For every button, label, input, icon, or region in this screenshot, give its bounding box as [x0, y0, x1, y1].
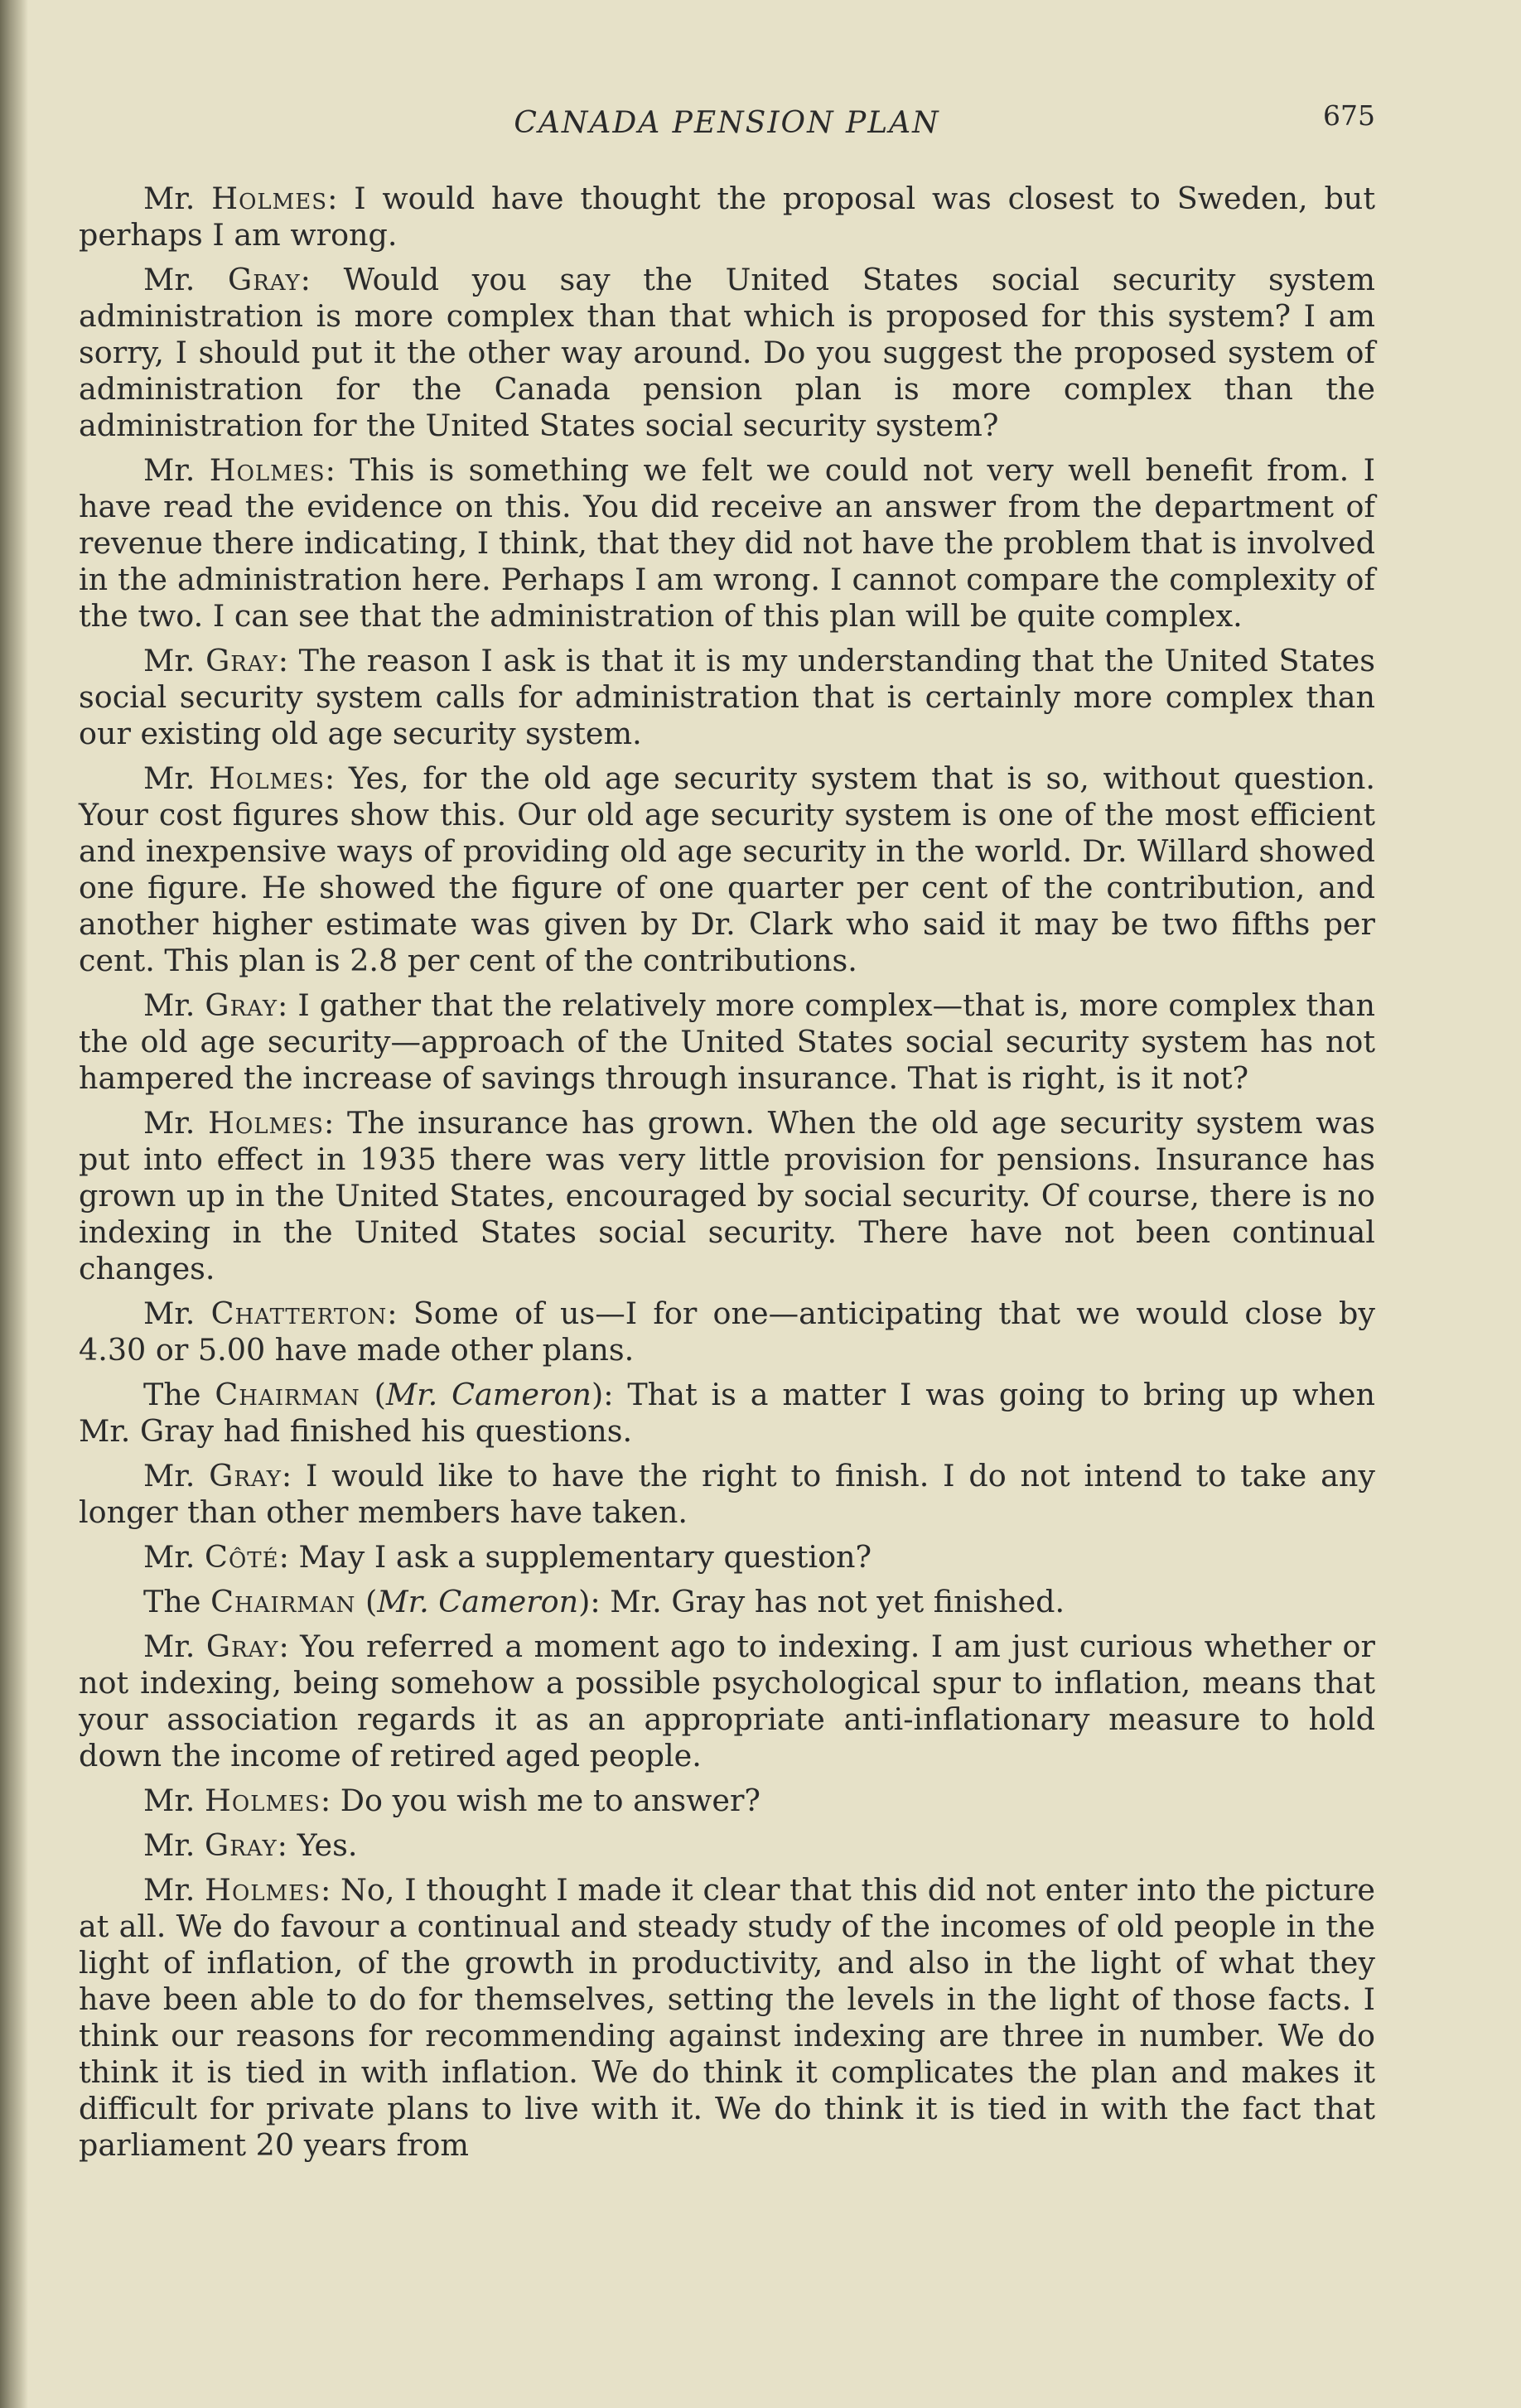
- speaker-title: Mr.: [143, 643, 206, 678]
- paragraph: The Chairman (Mr. Cameron): That is a matter I was going to bring up when Mr. Gray had finished his questions.: [79, 1377, 1376, 1449]
- speaker-title: Mr.: [143, 1629, 206, 1664]
- page-number: 675: [1323, 99, 1375, 132]
- paragraph-text: Mr. Gray has not yet finished.: [610, 1584, 1065, 1619]
- transcript-body: [79, 181, 1375, 2164]
- running-head: [79, 99, 1375, 157]
- speaker-colon: :: [387, 1296, 413, 1331]
- speaker-title: Mr.: [143, 987, 205, 1023]
- paragraph-text: Yes, for the old age security system that is so, without question. Your cost figures show this. Our old age security system is one of the most efficient and inexpensive ways of providing old age security in the world. Dr. Willard showed one figure. He showed the figure of one quarter per cent of the contribution, and another higher estimate was given by Dr. Clark who said it may be two fifths per cent. This plan is 2.8 per cent of the contributions.: [79, 760, 1375, 978]
- speaker-colon: :: [281, 1458, 306, 1494]
- paragraph: [79, 1827, 1375, 1864]
- paragraph-text: Some of us—I for one—anticipating that we would close by 4.30 or 5.00 have made other plans.: [79, 1296, 1375, 1368]
- paragraph-text: The reason I ask is that it is my understanding that the United States social security system calls for administration that is certainly more complex than our existing old age security system.: [79, 643, 1375, 751]
- speaker-colon: :: [324, 760, 349, 796]
- paragraph: [79, 1105, 1375, 1287]
- speaker-title: Mr.: [143, 262, 229, 297]
- speaker-name: Holmes: [205, 1872, 321, 1908]
- speaker-colon: :: [278, 1539, 299, 1575]
- paragraph-text: You referred a moment ago to indexing. I am just curious whether or not indexing, being somehow a possible psychological spur to inflation, means that your association regards it as an appropriate anti-inflationary measure to hold down the income of retired aged people.: [79, 1629, 1375, 1773]
- paragraph-text: No, I thought I made it clear that this did not enter into the picture at all. We do favour a continual and steady study of the incomes of old people in the light of inflation, of the growth in productivity, and also in the light of what they have been able to do for themselves, setting the levels in the light of those facts. I think our reasons for recommending against indexing are three in number. We do think it is tied in with inflation. We do think it complicates the plan and makes it difficult for private plans to live with it. We do think it is tied in with the fact that parliament 20 years from: [79, 1872, 1375, 2163]
- paragraph: [79, 1629, 1375, 1774]
- speaker-name: Gray: [209, 1458, 282, 1494]
- speaker-name: Gray: [228, 262, 301, 297]
- speaker-name: Gray: [205, 1827, 278, 1863]
- paragraph-text: Would you say the United States social security system administration is more complex than that which is proposed for this system? I am sorry, I should put it the other way around. Do you suggest the proposed system of administration for the Canada pension plan is more complex than the administration for the United States social security system?: [79, 262, 1375, 443]
- paragraph: [79, 760, 1375, 979]
- speaker-title: Mr.: [143, 452, 210, 488]
- paragraph: [79, 1783, 1375, 1819]
- speaker-colon: :: [320, 1872, 340, 1908]
- speaker-colon: :: [323, 1105, 347, 1141]
- paragraph-text: Yes.: [297, 1827, 358, 1863]
- document-page: [79, 99, 1375, 2172]
- speaker-name: Gray: [205, 987, 278, 1023]
- paragraph-text: I would like to have the right to finish. I do not intend to take any longer than other members have taken.: [79, 1458, 1375, 1530]
- speaker-name: Chairman: [210, 1584, 356, 1619]
- speaker-name: Gray: [205, 643, 278, 678]
- speaker-colon: :: [603, 1377, 628, 1412]
- speaker-name: Côté: [205, 1539, 279, 1575]
- paragraph: [79, 643, 1375, 752]
- speaker-title: The: [143, 1584, 211, 1619]
- paragraph-text: Do you wish me to answer?: [340, 1783, 760, 1818]
- speaker-name: Chatterton: [210, 1296, 388, 1331]
- speaker-colon: :: [300, 262, 344, 297]
- speaker-name: Gray: [205, 1629, 279, 1664]
- speaker-title: Mr.: [143, 1539, 205, 1575]
- paragraph-text: I would have thought the proposal was closest to Sweden, but perhaps I am wrong.: [79, 181, 1375, 253]
- paragraph: [79, 1872, 1375, 2164]
- speaker-title: Mr.: [143, 1296, 211, 1331]
- running-title: CANADA PENSION PLAN: [514, 106, 940, 140]
- speaker-qualifier: Mr. Cameron: [377, 1584, 579, 1619]
- paragraph: [79, 987, 1375, 1097]
- speaker-colon: :: [327, 181, 355, 216]
- speaker-colon: :: [278, 643, 299, 678]
- paragraph-text: I gather that the relatively more complex—that is, more complex than the old age security—approach of the United States social security system has not hampered the increase of savings through insurance. That is right, is it not?: [79, 987, 1375, 1096]
- paragraph: [79, 1296, 1375, 1368]
- speaker-colon: :: [278, 1629, 301, 1664]
- paragraph: [79, 1458, 1375, 1531]
- speaker-colon: :: [325, 452, 350, 488]
- speaker-title: Mr.: [143, 1105, 209, 1141]
- speaker-colon: :: [320, 1783, 340, 1818]
- speaker-title: Mr.: [143, 760, 210, 796]
- speaker-title: Mr.: [143, 1458, 210, 1494]
- speaker-colon: :: [590, 1584, 611, 1619]
- speaker-title: Mr.: [143, 1783, 205, 1818]
- speaker-name: Holmes: [209, 452, 326, 488]
- paragraph: [79, 181, 1375, 253]
- paragraph: [79, 262, 1375, 444]
- paragraph-text: May I ask a supplementary question?: [298, 1539, 872, 1575]
- speaker-qualifier: Mr. Cameron: [385, 1377, 592, 1412]
- speaker-title: Mr.: [143, 1872, 205, 1908]
- speaker-title: Mr.: [143, 1827, 205, 1863]
- speaker-name: Holmes: [211, 181, 328, 216]
- speaker-title: Mr.: [143, 181, 212, 216]
- paragraph-text: This is something we felt we could not very well benefit from. I have read the evidence on this. You did receive an answer from the department of revenue there indicating, I think, that they did not have the problem that is involved in the administration here. Perhaps I am wrong. I cannot compare the complexity of the two. I can see that the administration of this plan will be quite complex.: [79, 452, 1375, 634]
- speaker-name: Holmes: [205, 1783, 321, 1818]
- speaker-name: Holmes: [208, 1105, 324, 1141]
- paragraph-text: That is a matter I was going to bring up when Mr. Gray had finished his questions.: [79, 1377, 1376, 1449]
- paragraph: [79, 1539, 1375, 1576]
- paragraph-text: The insurance has grown. When the old age security system was put into effect in 1935 there was very little provision for pensions. Insurance has grown up in the United States, encouraged by social security. Of course, there is no indexing in the United States social security. There have not been continual changes.: [79, 1105, 1375, 1286]
- paragraph: The Chairman (Mr. Cameron): Mr. Gray has not yet finished.: [143, 1584, 1065, 1619]
- speaker-name: Holmes: [209, 760, 325, 796]
- speaker-colon: :: [278, 987, 298, 1023]
- speaker-title: The: [143, 1377, 215, 1412]
- speaker-colon: :: [277, 1827, 297, 1863]
- paragraph: [79, 452, 1375, 635]
- speaker-name: Chairman: [215, 1377, 360, 1412]
- book-spine-shadow: [0, 0, 28, 2408]
